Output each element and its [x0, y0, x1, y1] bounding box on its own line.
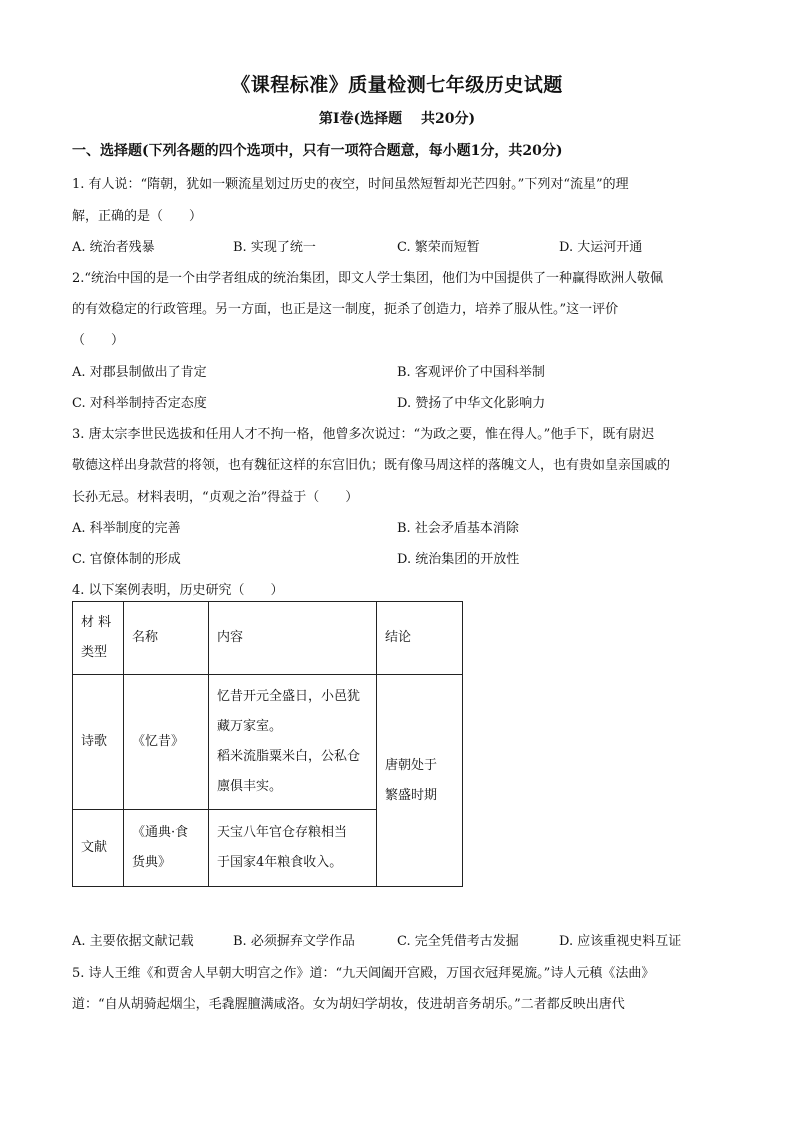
q1-line-1: 1. 有人说：“隋朝，犹如一颗流星划过历史的夜空，时间虽然短暂却光芒四射。”下列对“流星”的理 — [72, 177, 629, 192]
q4-line-1: 4. 以下案例表明，历史研究（ ） — [72, 583, 284, 598]
row-document-name: 《通典·食 货典》 — [124, 810, 209, 887]
q4-option-d: D. 应该重视史料互证 — [559, 934, 682, 949]
source-material-table — [72, 601, 463, 887]
q2-option-b: B. 客观评价了中国科举制 — [397, 365, 545, 380]
q2-option-c: C. 对科举制持否定态度 — [72, 396, 207, 411]
q3-line-3: 长孙无忌。材料表明，“贞观之治”得益于（ ） — [72, 490, 359, 505]
q1-line-2: 解，正确的是（ ） — [72, 209, 203, 224]
header-material-type: 材 料 类型 — [73, 602, 124, 675]
q4-option-c: C. 完全凭借考古发掘 — [397, 934, 519, 949]
q2-line-3: （ ） — [72, 333, 125, 348]
q1-option-a: A. 统治者残暴 — [72, 240, 155, 255]
q1-option-c: C. 繁荣而短暂 — [397, 240, 480, 255]
q4-option-a: A. 主要依据文献记载 — [72, 934, 194, 949]
q2-option-a: A. 对郡县制做出了肯定 — [72, 365, 207, 380]
q2-line-1: 2.“统治中国的是一个由学者组成的统治集团，即文人学士集团，他们为中国提供了一种赢得欧洲人敬佩 — [72, 271, 664, 286]
row-poem-type: 诗歌 — [73, 675, 124, 810]
row-poem-name: 《忆昔》 — [124, 675, 209, 810]
q3-line-1: 3. 唐太宗李世民选拔和任用人才不拘一格，他曾多次说过：“为政之要，惟在得人。”他手下，既有尉迟 — [72, 427, 655, 442]
q3-line-2: 敬德这样出身款营的将领，也有魏征这样的东宫旧仇；既有像马周这样的落魄文人，也有贵如皇亲国戚的 — [72, 458, 671, 473]
row-poem-content: 忆昔开元全盛日，小邑犹 藏万家室。 稻米流脂粟米白，公私仓 廪俱丰实。 — [209, 675, 377, 810]
q3-option-d: D. 统治集团的开放性 — [397, 552, 520, 567]
q4-option-b: B. 必须摒弃文学作品 — [233, 934, 355, 949]
q1-option-b: B. 实现了统一 — [233, 240, 316, 255]
table-row — [73, 675, 463, 810]
exam-subtitle: 第Ⅰ卷(选择题 共20分) — [318, 111, 476, 127]
section-heading: 一、选择题(下列各题的四个选项中，只有一项符合题意，每小题1分，共20分) — [72, 143, 563, 159]
row-document-type: 文献 — [73, 810, 124, 887]
q1-option-d: D. 大运河开通 — [559, 240, 643, 255]
header-name: 名称 — [124, 602, 209, 675]
table-header-row — [73, 602, 463, 675]
q5-line-1: 5. 诗人王维《和贾舍人早朝大明宫之作》道：“九天阊阖开宫殿，万国衣冠拜冕旒。”诗人元稹《法曲》 — [72, 966, 655, 981]
header-content: 内容 — [209, 602, 377, 675]
q5-line-2: 道：“自从胡骑起烟尘，毛毳腥膻满咸洛。女为胡妇学胡妆，伎进胡音务胡乐。”二者都反映出唐代 — [72, 997, 625, 1012]
q2-option-d: D. 赞扬了中华文化影响力 — [397, 396, 546, 411]
row-document-content: 天宝八年官仓存粮相当 于国家4年粮食收入。 — [209, 810, 377, 887]
exam-title: 《课程标准》质量检测七年级历史试题 — [231, 74, 563, 96]
q3-option-c: C. 官僚体制的形成 — [72, 552, 181, 567]
q2-line-2: 的有效稳定的行政管理。另一方面，也正是这一制度，扼杀了创造力，培养了服从性。”这一评价 — [72, 302, 619, 317]
q3-option-a: A. 科举制度的完善 — [72, 521, 181, 536]
header-conclusion: 结论 — [377, 602, 463, 675]
q3-option-b: B. 社会矛盾基本消除 — [397, 521, 519, 536]
row-conclusion: 唐朝处于 繁盛时期 — [377, 675, 463, 887]
